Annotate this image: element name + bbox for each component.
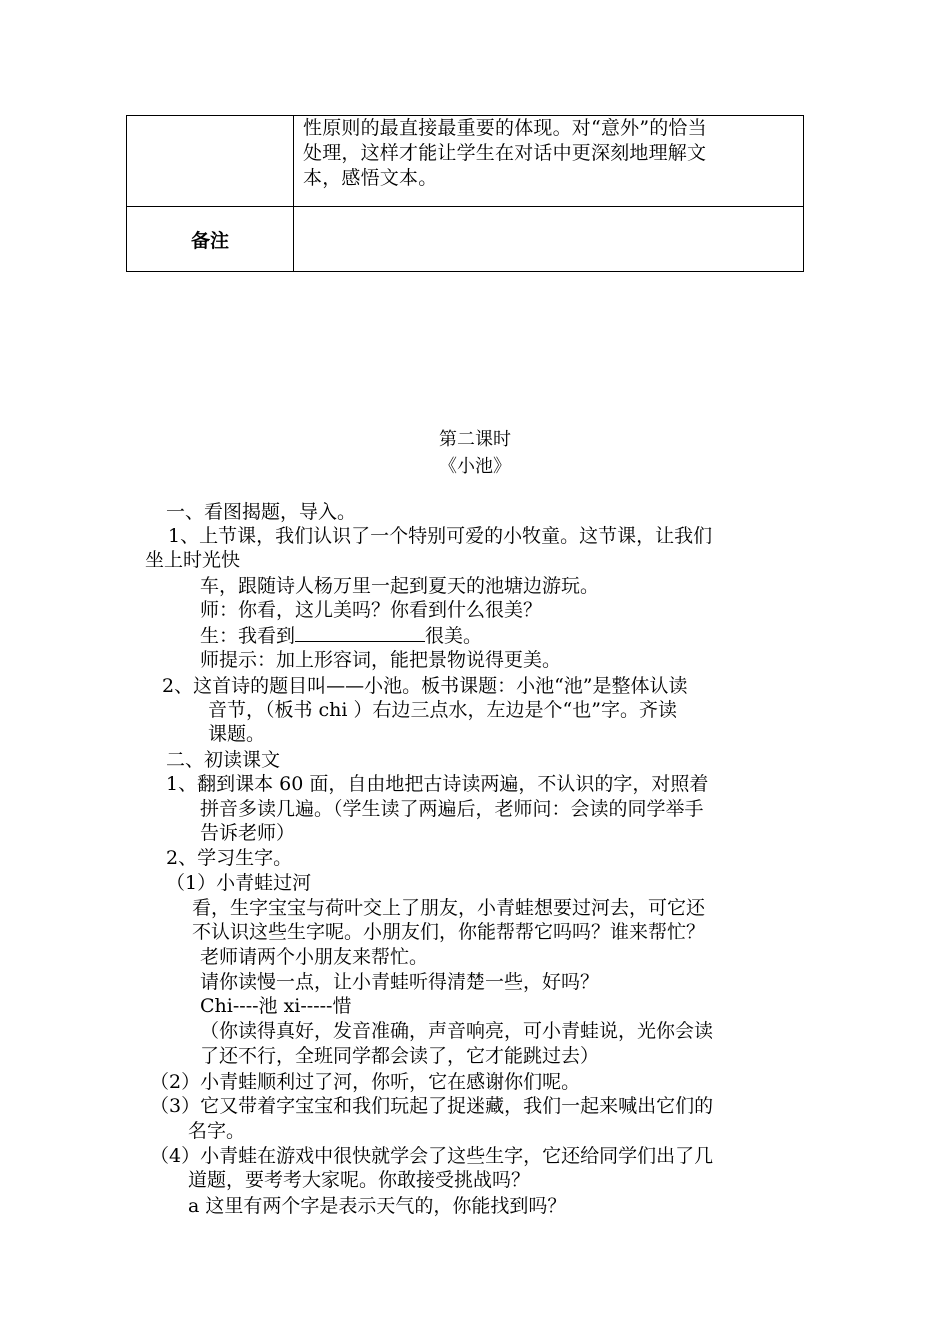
text-line: 名字。 [188, 1120, 246, 1142]
text-line: 一、看图揭题，导入。 [166, 501, 357, 523]
text-line: 2、学习生字。 [166, 847, 293, 869]
text-segment: 很美。 [425, 625, 483, 647]
text-line: 道题，要考考大家呢。你敢接受挑战吗？ [188, 1169, 531, 1191]
text-line: 告诉老师） [200, 822, 296, 844]
text-line: 坐上时光快 [145, 549, 241, 571]
text-line: （你读得真好，发音准确，声音响亮，可小青蛙说，光你会读 [200, 1020, 714, 1042]
table-column-divider [293, 116, 294, 271]
fill-in-blank [295, 623, 425, 642]
text-line: （4）小青蛙在游戏中很快就学会了这些生字，它还给同学们出了几 [150, 1145, 714, 1167]
lesson-title: 《小池》 [439, 456, 511, 477]
text-segment: 生：我看到 [200, 625, 296, 647]
cell-line: 性原则的最直接最重要的体现。对“意外”的恰当 [303, 117, 707, 139]
text-line: 老师请两个小朋友来帮忙。 [200, 946, 429, 968]
text-line: 拼音多读几遍。（学生读了两遍后，老师问：会读的同学举手 [200, 798, 704, 820]
text-line: 不认识这些生字呢。小朋友们，你能帮帮它吗吗？谁来帮忙？ [192, 921, 706, 943]
text-line: 师：你看，这儿美吗？你看到什么很美？ [200, 599, 543, 621]
table-cell-reflection [303, 116, 799, 191]
lesson-table [126, 115, 804, 272]
text-line: 1、上节课，我们认识了一个特别可爱的小牧童。这节课，让我们 [168, 525, 713, 547]
text-line: 看，生字宝宝与荷叶交上了朋友，小青蛙想要过河去，可它还 [192, 897, 706, 919]
text-line: Chi----池 xi-----惜 [200, 995, 352, 1017]
text-line: 师提示：加上形容词，能把景物说得更美。 [200, 649, 562, 671]
text-line: （3）它又带着字宝宝和我们玩起了捉迷藏，我们一起来喊出它们的 [150, 1095, 714, 1117]
lesson-period-heading: 第二课时 [439, 429, 511, 450]
cell-line: 处理，这样才能让学生在对话中更深刻地理解文 [303, 142, 707, 164]
cell-line: 本，感悟文本。 [303, 167, 438, 189]
text-line: （1）小青蛙过河 [166, 872, 312, 894]
text-line: （2）小青蛙顺利过了河，你听，它在感谢你们呢。 [150, 1071, 581, 1093]
text-line: 2、这首诗的题目叫——小池。板书课题：小池“池”是整体认读 [162, 675, 688, 697]
text-line: 请你读慢一点，让小青蛙听得清楚一些，好吗？ [200, 971, 600, 993]
text-line: 车，跟随诗人杨万里一起到夏天的池塘边游玩。 [200, 575, 600, 597]
remark-label: 备注 [190, 229, 229, 252]
text-line: 音节，（板书 chi ）右边三点水，左边是个“也”字。齐读 [208, 699, 677, 721]
text-line: 了还不行，全班同学都会读了，它才能跳过去） [200, 1045, 600, 1067]
text-line: 课题。 [208, 723, 266, 745]
text-line: 二、初读课文 [166, 749, 281, 771]
text-line-with-blank [200, 623, 482, 648]
text-line: a 这里有两个字是表示天气的，你能找到吗？ [188, 1195, 567, 1217]
text-line: 1、翻到课本 60 面，自由地把古诗读两遍，不认识的字，对照着 [166, 773, 709, 795]
